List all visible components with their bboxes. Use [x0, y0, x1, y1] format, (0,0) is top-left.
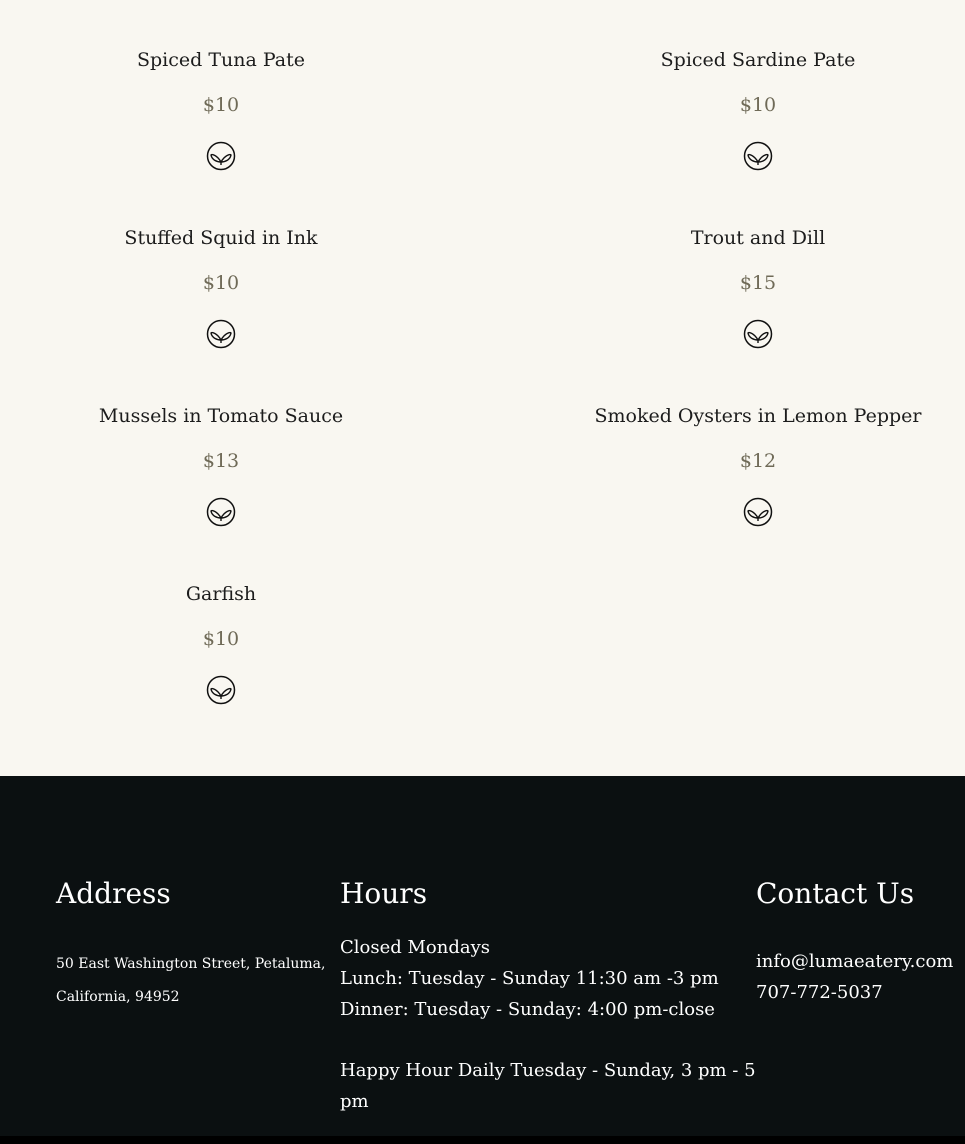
- leaf-icon: [206, 675, 236, 705]
- leaf-icon: [743, 141, 773, 171]
- menu-item-name: Spiced Sardine Pate: [660, 49, 856, 71]
- menu-item-price: $10: [202, 628, 240, 650]
- hours-title: Hours: [340, 877, 428, 910]
- menu-item-name: Trout and Dill: [690, 227, 826, 249]
- menu-item-price: $15: [739, 272, 777, 294]
- menu-item-price: $10: [202, 272, 240, 294]
- bottom-strip: [0, 1136, 965, 1144]
- hours-lunch: Lunch: Tuesday - Sunday 11:30 am -3 pm: [340, 968, 719, 989]
- hours-dinner: Dinner: Tuesday - Sunday: 4:00 pm-close: [340, 999, 715, 1020]
- menu-item-name: Stuffed Squid in Ink: [124, 227, 318, 249]
- menu-item-price: $10: [739, 94, 777, 116]
- leaf-icon: [206, 497, 236, 527]
- menu-item-name: Garfish: [185, 583, 257, 605]
- leaf-icon: [206, 141, 236, 171]
- hours-happy-hour: Happy Hour Daily Tuesday - Sunday, 3 pm - 5: [340, 1060, 756, 1081]
- menu-item-name: Mussels in Tomato Sauce: [98, 405, 344, 427]
- menu-item-name: Spiced Tuna Pate: [137, 49, 305, 71]
- hours-closed: Closed Mondays: [340, 937, 491, 958]
- leaf-icon: [206, 319, 236, 349]
- leaf-icon: [743, 497, 773, 527]
- menu-item-name: Smoked Oysters in Lemon Pepper: [594, 405, 922, 427]
- menu-item-price: $13: [202, 450, 240, 472]
- menu-item-price: $10: [202, 94, 240, 116]
- contact-email-link[interactable]: info@lumaeatery.com: [756, 951, 954, 972]
- leaf-icon: [743, 319, 773, 349]
- contact-title: Contact Us: [756, 877, 915, 910]
- menu-item-price: $12: [739, 450, 777, 472]
- contact-phone-link[interactable]: 707-772-5037: [756, 982, 883, 1003]
- address-line: 50 East Washington Street, Petaluma,: [56, 956, 326, 972]
- address-line: California, 94952: [56, 989, 180, 1005]
- address-title: Address: [56, 877, 171, 910]
- hours-happy-hour-cont: pm: [340, 1091, 369, 1112]
- site-footer: [0, 776, 965, 1136]
